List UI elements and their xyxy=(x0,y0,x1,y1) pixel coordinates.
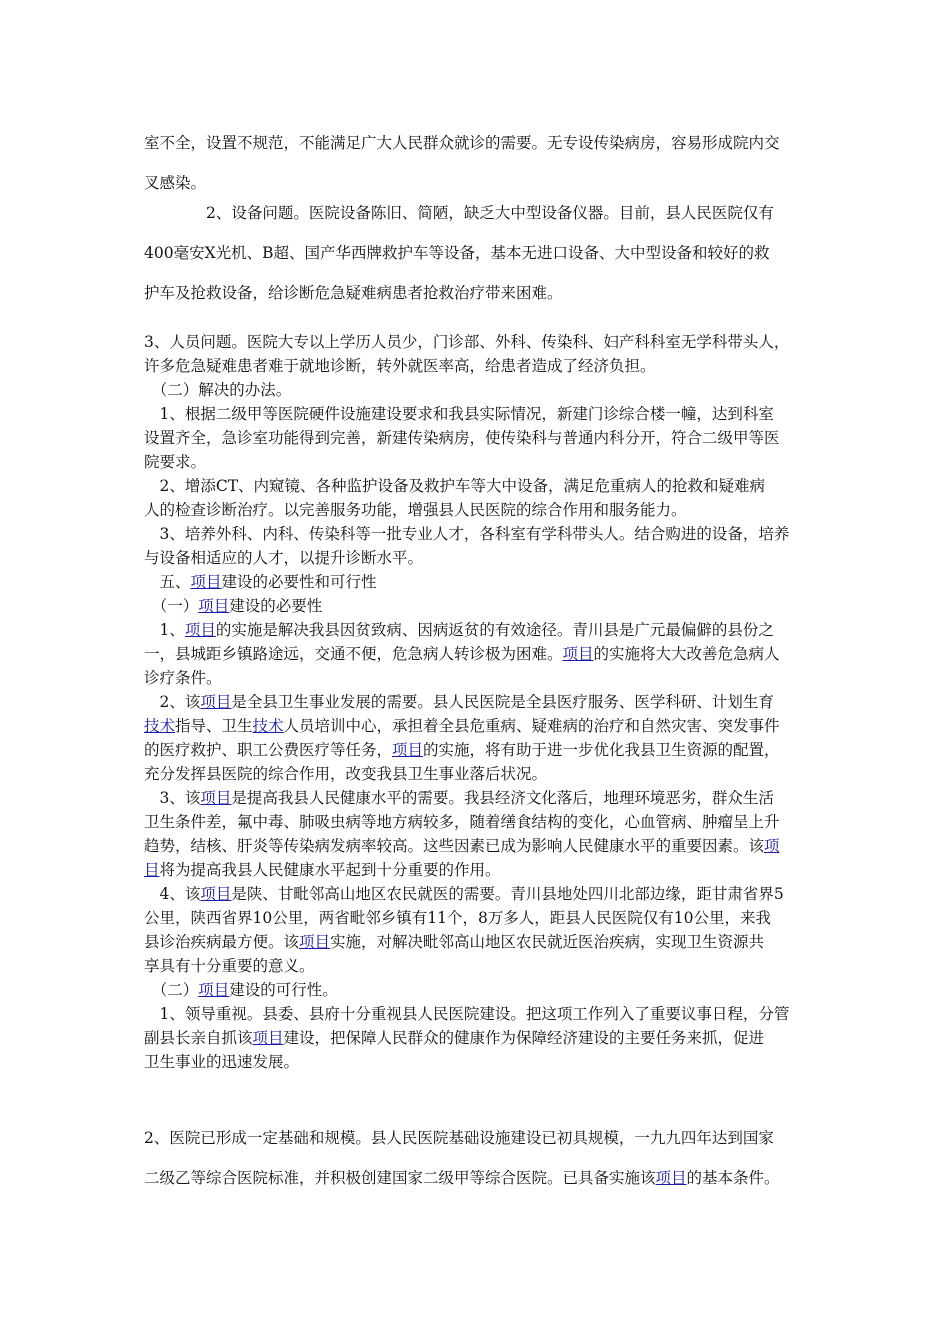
keyword-link[interactable]: 项目 xyxy=(655,1169,687,1187)
text-line xyxy=(144,954,814,978)
text-line xyxy=(144,378,814,402)
text-run: 2、增添CT、内窥镜、各种监护设备及救护车等大中设备，满足危重病人的抢救和疑难病 xyxy=(144,477,766,495)
text-run: 3、培养外科、内科、传染科等一批专业人才，各科室有学科带头人。结合购进的设备，培养 xyxy=(144,525,790,543)
paragraph-facility-problem xyxy=(144,123,814,203)
text-run: 实施，对解决毗邻高山地区农民就近医治疾病，实现卫生资源共 xyxy=(330,933,765,951)
text-line xyxy=(144,930,814,954)
text-run: 4、该 xyxy=(144,885,201,903)
paragraph-main-body xyxy=(144,330,814,1074)
text-line xyxy=(144,522,814,546)
text-line xyxy=(144,273,814,313)
text-run: （一） xyxy=(144,597,199,615)
text-run: （二）解决的办法。 xyxy=(144,381,292,399)
text-run: 卫生条件差，氟中毒、肺吸虫病等地方病较多，随着缮食结构的变化，心血管病、肿瘤呈上升 xyxy=(144,813,780,831)
text-line xyxy=(144,193,814,233)
text-run: 五、 xyxy=(144,573,191,591)
keyword-link[interactable]: 项目 xyxy=(200,789,232,807)
text-line xyxy=(144,498,814,522)
text-line xyxy=(144,474,814,498)
keyword-link[interactable]: 目 xyxy=(144,861,160,879)
keyword-link[interactable]: 项目 xyxy=(200,885,232,903)
text-run: 是陕、甘毗邻高山地区农民就医的需要。青川县地处四川北部边缘，距甘肃省界5 xyxy=(231,885,784,903)
keyword-link[interactable]: 项目 xyxy=(198,981,230,999)
text-line xyxy=(144,858,814,882)
text-run: 1、根据二级甲等医院硬件设施建设要求和我县实际情况，新建门诊综合楼一幢，达到科室 xyxy=(144,405,774,423)
text-run: 2、医院已形成一定基础和规模。县人民医院基础设施建设已初具规模，一九九四年达到国家 xyxy=(144,1129,774,1147)
text-run: 的实施是解决我县因贫致病、因病返贫的有效途径。青川县是广元最偏僻的县份之 xyxy=(215,621,774,639)
text-run: 卫生事业的迅速发展。 xyxy=(144,1053,300,1071)
text-run: 二级乙等综合医院标准，并积极创建国家二级甲等综合医院。已具备实施该 xyxy=(144,1169,656,1187)
text-line xyxy=(144,330,814,354)
text-line xyxy=(144,642,814,666)
paragraph-foundation xyxy=(144,1118,814,1198)
text-line xyxy=(144,546,814,570)
keyword-link[interactable]: 项目 xyxy=(184,621,216,639)
text-line xyxy=(144,666,814,690)
keyword-link[interactable]: 项目 xyxy=(562,645,594,663)
text-run: 是提高我县人民健康水平的需要。我县经济文化落后，地理环境恶劣，群众生活 xyxy=(231,789,774,807)
keyword-link[interactable]: 项 xyxy=(764,837,780,855)
text-run: （二） xyxy=(144,981,199,999)
text-line xyxy=(144,1050,814,1074)
text-line xyxy=(144,1002,814,1026)
text-line xyxy=(144,618,814,642)
text-run: 400毫安X光机、B超、国产华西牌救护车等设备，基本无进口设备、大中型设备和较好的救 xyxy=(144,244,770,262)
text-line xyxy=(144,450,814,474)
text-line xyxy=(144,402,814,426)
text-run: 将为提高我县人民健康水平起到十分重要的作用。 xyxy=(159,861,501,879)
text-run: 享具有十分重要的意义。 xyxy=(144,957,315,975)
text-line xyxy=(144,570,814,594)
text-run: 与设备相适应的人才，以提升诊断水平。 xyxy=(144,549,424,567)
text-line xyxy=(144,233,814,273)
text-run: 设置齐全，急诊室功能得到完善，新建传染病房，使传染科与普通内科分开，符合二级甲等医 xyxy=(144,429,780,447)
text-run: 1、 xyxy=(144,621,185,639)
text-line xyxy=(144,786,814,810)
keyword-link[interactable]: 项目 xyxy=(299,933,331,951)
text-line xyxy=(144,690,814,714)
text-run: 的实施，将有助于进一步优化我县卫生资源的配置， xyxy=(423,741,780,759)
text-line xyxy=(144,426,814,450)
text-line xyxy=(144,1118,814,1158)
text-run: 建设的可行性。 xyxy=(229,981,338,999)
text-line xyxy=(144,123,814,163)
text-run: 室不全，设置不规范，不能满足广大人民群众就诊的需要。无专设传染病房，容易形成院内交 xyxy=(144,134,780,152)
text-run: 副县长亲自抓该 xyxy=(144,1029,253,1047)
text-run: 是全县卫生事业发展的需要。县人民医院是全县医疗服务、医学科研、计划生育 xyxy=(231,693,774,711)
text-line xyxy=(144,834,814,858)
text-run: 叉感染。 xyxy=(144,174,207,192)
keyword-link[interactable]: 项目 xyxy=(198,597,230,615)
keyword-link[interactable]: 技术 xyxy=(252,717,284,735)
text-run: 建设，把保障人民群众的健康作为保障经济建设的主要任务来抓，促进 xyxy=(283,1029,765,1047)
text-run: 指导、卫生 xyxy=(175,717,253,735)
text-line xyxy=(144,762,814,786)
text-run: 诊疗条件。 xyxy=(144,669,222,687)
text-run: 3、该 xyxy=(144,789,201,807)
keyword-link[interactable]: 项目 xyxy=(252,1029,284,1047)
text-run: 2、设备问题。医院设备陈旧、简陋，缺乏大中型设备仪器。目前，县人民医院仅有 xyxy=(144,204,774,222)
text-run: 建设的必要性和可行性 xyxy=(221,573,377,591)
text-run: 趋势，结核、肝炎等传染病发病率较高。这些因素已成为影响人民健康水平的重要因素。该 xyxy=(144,837,765,855)
text-run: 院要求。 xyxy=(144,453,207,471)
text-run: 的基本条件。 xyxy=(686,1169,780,1187)
text-line xyxy=(144,594,814,618)
text-line xyxy=(144,906,814,930)
text-run: 公里，陕西省界10公里，两省毗邻乡镇有11个，8万多人，距县人民医院仅有10公里，来我 xyxy=(144,909,772,927)
paragraph-equipment-problem xyxy=(144,193,814,313)
text-run: 充分发挥县医院的综合作用，改变我县卫生事业落后状况。 xyxy=(144,765,548,783)
text-run: 县诊治疾病最方便。该 xyxy=(144,933,300,951)
text-run: 许多危急疑难患者难于就地诊断，转外就医率高，给患者造成了经济负担。 xyxy=(144,357,656,375)
text-line xyxy=(144,738,814,762)
text-run: 的实施将大大改善危急病人 xyxy=(593,645,780,663)
text-line xyxy=(144,1158,814,1198)
text-run: 3、人员问题。医院大专以上学历人员少，门诊部、外科、传染科、妇产科科室无学科带头人， xyxy=(144,333,790,351)
text-line xyxy=(144,810,814,834)
text-run: 建设的必要性 xyxy=(229,597,323,615)
text-line xyxy=(144,978,814,1002)
text-run: 人的检查诊断治疗。以完善服务功能，增强县人民医院的综合作用和服务能力。 xyxy=(144,501,687,519)
text-line xyxy=(144,714,814,738)
keyword-link[interactable]: 项目 xyxy=(190,573,222,591)
text-run: 的医疗救护、职工公费医疗等任务， xyxy=(144,741,393,759)
text-run: 一，县城距乡镇路途远，交通不便，危急病人转诊极为困难。 xyxy=(144,645,563,663)
text-run: 人员培训中心，承担着全县危重病、疑难病的治疗和自然灾害、突发事件 xyxy=(283,717,780,735)
text-line xyxy=(144,882,814,906)
keyword-link[interactable]: 技术 xyxy=(144,717,176,735)
text-run: 1、领导重视。县委、县府十分重视县人民医院建设。把这项工作列入了重要议事日程，分管 xyxy=(144,1005,790,1023)
text-run: 2、该 xyxy=(144,693,201,711)
text-line xyxy=(144,1026,814,1050)
keyword-link[interactable]: 项目 xyxy=(392,741,424,759)
text-run: 护车及抢救设备，给诊断危急疑难病患者抢救治疗带来困难。 xyxy=(144,284,563,302)
keyword-link[interactable]: 项目 xyxy=(200,693,232,711)
text-line xyxy=(144,354,814,378)
